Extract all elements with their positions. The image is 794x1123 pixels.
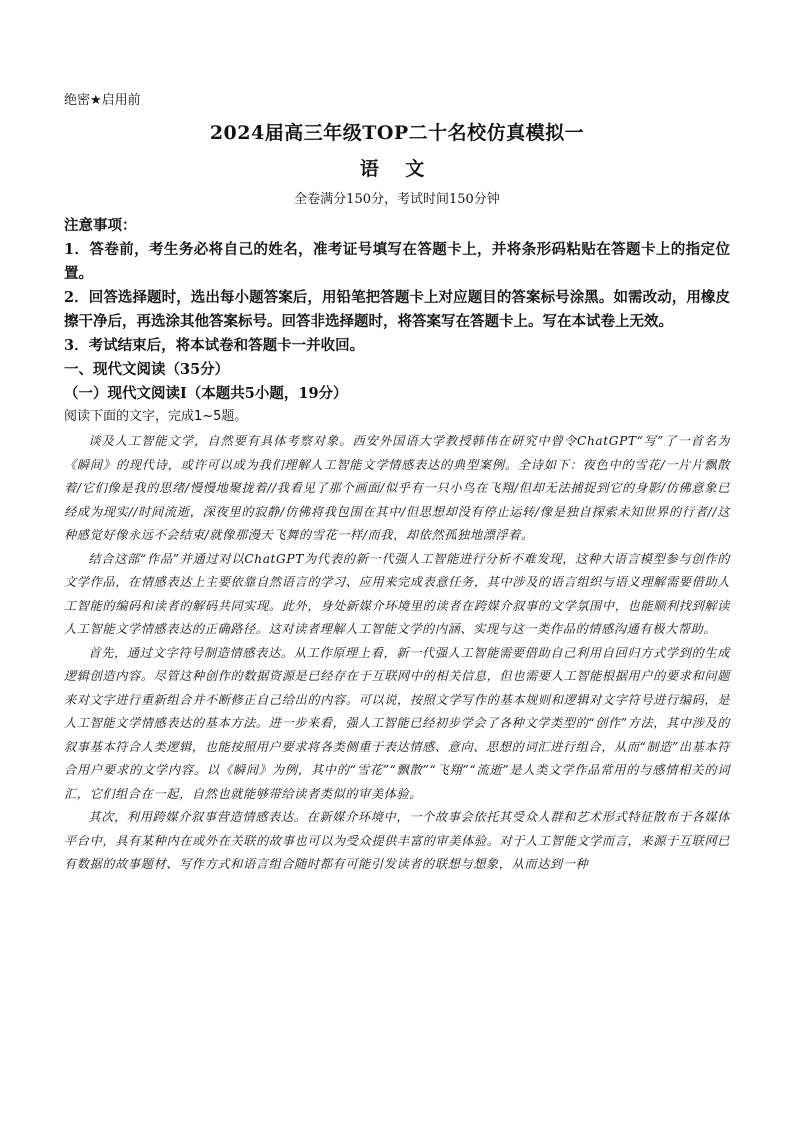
- exam-title: 2024届高三年级TOP二十名校仿真模拟一: [209, 122, 585, 144]
- passage-paragraph: 结合这部“作品”并通过对以ChatGPT为代表的新一代强人工智能进行分析不难发现，这种大语言模型参与创作的文学作品，在情感表达上主要依靠自然语言的学习、应用来完成表意任务，其中涉及的语言组织与语义理解需要借助人工智能的编码和读者的解码共同实现。此外，身处新媒介环境里的读者在跨媒介叙事的文学氛围中，也能顺利找到解读人工智能文学情感表达的正确路径。这对读者理解人工智能文学的内涵、实现与这一类作品的情感沟通有极大帮助。: [64, 551, 730, 636]
- passage-paragraph: 首先，通过文字符号制造情感表达。从工作原理上看，新一代强人工智能需要借助自己利用自回归方式学到的生成逻辑创造内容。尽管这种创作的数据资源是已经存在于互联网中的相关信息，但也需要人工智能根据用户的要求和问题来对文字进行重新组合并不断修正自己给出的内容。可以说，按照文学写作的基本规则和逻辑对文字符号进行编码，是人工智能文学情感表达的基本方法。进一步来看，强人工智能已经初步学会了各种文学类型的“创作”方法，其中涉及的叙事基本符合人类逻辑，也能按照用户要求将各类侧重于表达情感、意向、思想的词汇进行组合，从而“制造”出基本符合用户要求的文学内容。以《瞬间》为例，其中的“雪花”“飘散”“飞翔”“流逝”是人类文学作品常用的与感情相关的词汇，它们组合在一起，自然也就能够带给读者类似的审美体验。: [64, 645, 730, 801]
- notice-item: 2．回答选择题时，选出每小题答案后，用铅笔把答题卡上对应题目的答案标号涂黑。如需改动，用橡皮擦干净后，再选涂其他答案标号。回答非选择题时，将答案写在答题卡上。写在本试卷上无效。: [64, 289, 730, 330]
- subsection-heading: （一）现代文阅读Ⅰ（本题共5小题，19分）: [64, 385, 348, 402]
- passage-paragraph: 谈及人工智能文学，自然要有具体考察对象。西安外国语大学教授韩伟在研究中曾令ChatGPT“写”了一首名为《瞬间》的现代诗，或许可以成为我们理解人工智能文学情感表达的典型案例。全诗如下：夜色中的雪花/一片片飘散着/它们像是我的思绪/慢慢地聚拢着//我看见了那个画面/似乎有一只小鸟在飞翔/但却无法捕捉到它的身影/仿佛意象已经成为现实//时间流逝，深夜里的寂静/仿佛将我包围在其中/但思想却没有停止运转/像是独自探索未知世界的行者//这种感觉好像永远不会结束/就像那漫天飞舞的雪花一样/而我，却依然孤独地漂浮着。: [64, 434, 730, 542]
- subject-title: 语 文: [359, 158, 435, 180]
- reading-instruction: 阅读下面的文字，完成1~5题。: [64, 409, 248, 424]
- notice-heading: 注意事项：: [64, 217, 137, 234]
- section-heading: 一、现代文阅读（35分）: [64, 361, 230, 378]
- confidential-label: 绝密★启用前: [64, 93, 141, 108]
- passage-paragraph: 其次，利用跨媒介叙事营造情感表达。在新媒介环境中，一个故事会依托其受众人群和艺术形式特征散布于各媒体平台中，具有某种内在或外在关联的故事也可以为受众提供丰富的审美体验。对于人工智能文学而言，来源于互联网已有数据的故事题材、写作方式和语言组合随时都有可能引发读者的联想与想象，从而达到一种: [64, 810, 730, 871]
- notice-item: 1．答卷前，考生务必将自己的姓名，准考证号填写在答题卡上，并将条形码粘贴在答题卡上的指定位置。: [64, 241, 730, 282]
- notice-item: 3．考试结束后，将本试卷和答题卡一并收回。: [64, 337, 365, 354]
- exam-meta: 全卷满分150分，考试时间150分钟: [294, 192, 500, 207]
